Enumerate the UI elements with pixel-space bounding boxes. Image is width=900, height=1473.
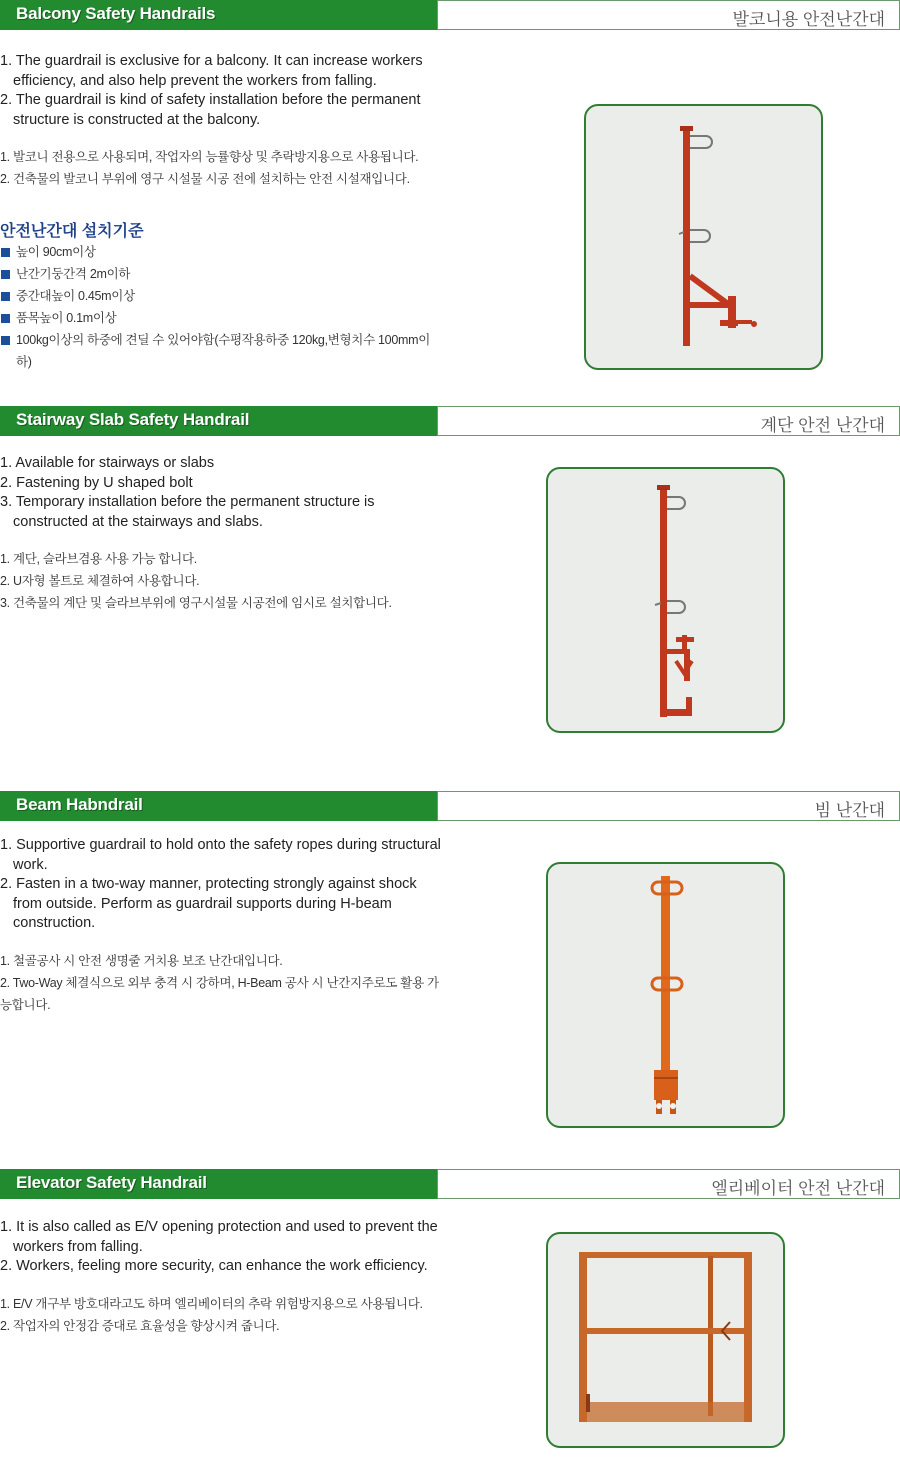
- beam-handrail-icon: [548, 864, 783, 1126]
- section-header: [0, 406, 900, 436]
- section-header: [0, 0, 900, 30]
- standard-item: 품목높이 0.1m이상: [0, 307, 445, 329]
- section-text: [0, 1218, 445, 1337]
- balcony-handrail-photo: [584, 104, 823, 370]
- section-text: [0, 836, 445, 1016]
- balcony-handrail-icon: [586, 106, 821, 368]
- desc-ko-list: [0, 548, 445, 614]
- desc-en-item: 2. The guardrail is kind of safety installation before the permanent structure is constructed at the balcony.: [0, 92, 421, 128]
- section-header: [0, 791, 900, 821]
- desc-en-item: 1. Available for stairways or slabs: [0, 455, 215, 471]
- desc-ko-item: 2. Two-Way 체결식으로 외부 충격 시 강하며, H-Beam 공사 시 난간지주로도 활용 가능합니다.: [0, 975, 439, 1012]
- section-beam: [0, 791, 900, 1131]
- desc-ko-item: 3. 건축물의 계단 및 슬라브부위에 영구시설물 시공전에 임시로 설치합니다.: [0, 596, 392, 610]
- desc-en-item: 2. Fastening by U shaped bolt: [0, 474, 193, 491]
- elevator-handrail-icon: [548, 1234, 783, 1446]
- standards-list: [0, 241, 445, 373]
- desc-ko-list: [0, 146, 445, 190]
- desc-en-list: [0, 454, 445, 532]
- desc-ko-item: 1. E/V 개구부 방호대라고도 하며 엘리베이터의 추락 위험방지용으로 사용됩니다.: [0, 1296, 423, 1311]
- stairway-handrail-icon: [548, 469, 783, 731]
- desc-en-item: 1. It is also called as E/V opening protection and used to prevent the workers from falling.: [0, 1219, 438, 1255]
- standard-item: 중간대높이 0.45m이상: [0, 285, 445, 307]
- standards-title: 안전난간대 설치기준: [0, 223, 144, 240]
- desc-ko-item: 2. U자형 볼트로 체결하여 사용합니다.: [0, 574, 200, 588]
- elevator-handrail-photo: [546, 1232, 785, 1448]
- section-title-ko: 계단 안전 난간대: [760, 416, 885, 435]
- bullet-square-icon: [1, 314, 10, 323]
- desc-ko-item: 2. 건축물의 발코니 부위에 영구 시설물 시공 전에 설치하는 안전 시설재입니다.: [0, 172, 410, 186]
- bullet-square-icon: [1, 248, 10, 257]
- section-title-en: Stairway Slab Safety Handrail: [16, 410, 250, 429]
- beam-handrail-photo: [546, 862, 785, 1128]
- desc-ko-item: 1. 계단, 슬라브겸용 사용 가능 합니다.: [0, 552, 197, 566]
- desc-en-item: 3. Temporary installation before the permanent structure is constructed at the stairways and slabs.: [0, 494, 375, 530]
- standard-item: 난간기둥간격 2m이하: [0, 263, 445, 285]
- section-elevator: [0, 1169, 900, 1469]
- desc-ko-list: [0, 1293, 445, 1337]
- desc-en-item: 2. Fasten in a two-way manner, protecting strongly against shock from outside. Perform as guardrail supports during H-beam construction.: [0, 876, 417, 931]
- standard-item: 높이 90cm이상: [0, 241, 445, 263]
- section-text: [0, 52, 445, 373]
- desc-en-item: 2. Workers, feeling more security, can enhance the work efficiency.: [0, 1258, 428, 1274]
- standard-item: 100kg이상의 하중에 견딜 수 있어야함(수평작용하중 120kg,변형치수 100mm이하): [0, 329, 445, 373]
- desc-ko-item: 1. 철골공사 시 안전 생명줄 거치용 보조 난간대입니다.: [0, 953, 283, 968]
- section-title-en: Balcony Safety Handrails: [16, 4, 216, 23]
- section-title-ko: 발코니용 안전난간대: [732, 10, 885, 29]
- section-title-en: Elevator Safety Handrail: [16, 1173, 207, 1192]
- bullet-square-icon: [1, 292, 10, 301]
- section-title-ko: 엘리베이터 안전 난간대: [711, 1179, 885, 1198]
- desc-ko-list: [0, 950, 445, 1016]
- section-title-ko: 빔 난간대: [814, 801, 885, 820]
- desc-en-list: [0, 1218, 445, 1277]
- desc-en-item: 1. Supportive guardrail to hold onto the safety ropes during structural work.: [0, 837, 441, 873]
- section-text: [0, 454, 445, 614]
- bullet-square-icon: [1, 336, 10, 345]
- desc-en-item: 1. The guardrail is exclusive for a balcony. It can increase workers efficiency, and also help prevent the workers from falling.: [0, 53, 423, 89]
- section-header: [0, 1169, 900, 1199]
- section-title-en: Beam Habndrail: [16, 795, 143, 814]
- section-stairway: [0, 406, 900, 746]
- desc-en-list: [0, 52, 445, 130]
- desc-ko-item: 2. 작업자의 안정감 증대로 효율성을 향상시켜 줍니다.: [0, 1318, 280, 1333]
- stairway-handrail-photo: [546, 467, 785, 733]
- desc-en-list: [0, 836, 445, 934]
- desc-ko-item: 1. 발코니 전용으로 사용되며, 작업자의 능률향상 및 추락방지용으로 사용됩니다.: [0, 150, 419, 164]
- section-balcony: [0, 0, 900, 380]
- bullet-square-icon: [1, 270, 10, 279]
